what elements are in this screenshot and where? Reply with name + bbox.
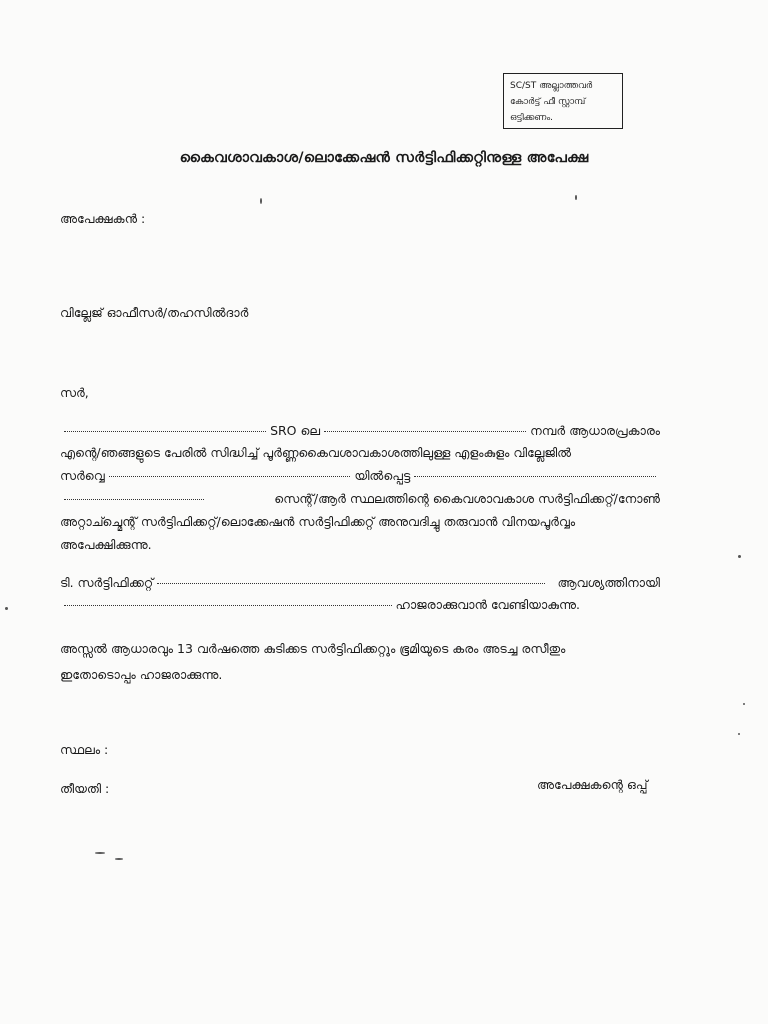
sro-label: SRO ലെ [270,423,321,438]
body-line-5: അറ്റാച്ച്മെന്റ് സർട്ടിഫിക്കറ്റ്/ലൊക്കേഷൻ സർട്ടിഫിക്കറ്റ് അനുവദിച്ചു തരുവാൻ വിനയപൂർവ്വം [60,514,576,529]
body-line-7 [60,575,660,591]
purpose-label: ആവശ്യത്തിനായി [557,575,660,590]
stamp-note-line-2: കോർട്ട് ഫീ സ്റ്റാമ്പ് [510,97,586,107]
addressee: വില്ലേജ് ഓഫീസർ/തഹസിൽദാർ [60,305,249,320]
survey-label: സർവ്വെ [60,468,105,483]
certificate-label: ടി. സർട്ടിഫിക്കറ്റ് [60,575,154,590]
blank-field [324,430,526,432]
scan-speck [738,555,741,558]
blank-field [64,498,204,500]
body-line-1 [60,423,660,439]
blank-field [157,582,545,584]
body-line-9: അസ്സൽ ആധാരവും 13 വർഷത്തെ കുടിക്കട സർട്ടിഫിക്കറ്റും ഭൂമിയുടെ കരം അടച്ച രസീതും [60,641,566,656]
scan-speck [260,198,262,204]
blank-field [414,475,656,477]
scan-speck [115,858,123,860]
certificate-type-text: സെന്റ്/ആർ സ്ഥലത്തിന്റെ കൈവശാവകാശ സർട്ടിഫിക്കറ്റ്/നോൺ [274,491,660,506]
form-title: കൈവശാവകാശ/ലൊക്കേഷൻ സർട്ടിഫിക്കറ്റിനുള്ള അപേക്ഷ [179,150,589,166]
scan-speck [743,703,745,705]
date-label: തീയതി : [60,781,110,796]
blank-field [109,475,351,477]
submission-label: ഹാജരാക്കുവാൻ വേണ്ടിയാകുന്നു. [395,597,580,612]
body-line-8 [60,597,580,613]
body-line-10: ഇതോടൊപ്പം ഹാജരാക്കുന്നു. [60,667,223,682]
deed-number-label: നമ്പർ ആധാരപ്രകാരം [530,423,661,438]
applicant-signature-label: അപേക്ഷകന്റെ ഒപ്പ് [537,777,648,792]
salutation: സർ, [60,385,89,400]
scan-speck [95,852,105,854]
blank-field [64,430,266,432]
stamp-note-line-3: ഒട്ടിക്കണം. [510,113,553,123]
stamp-note-line-1: SC/ST അല്ലാത്തവർ [510,81,593,91]
scan-speck [5,607,8,610]
body-line-6: അപേക്ഷിക്കുന്നു. [60,537,152,552]
body-line-2: എന്റെ/ഞങ്ങളുടെ പേരിൽ സിദ്ധിച്ച് പൂർണ്ണകൈവശാവകാശത്തിലുള്ള എളംകുളം വില്ലേജിൽ [60,445,572,460]
included-label: യിൽപ്പെട്ട [354,468,411,483]
body-line-3 [60,468,660,484]
blank-field [64,604,392,606]
scan-speck [575,195,577,200]
applicant-label: അപേക്ഷകൻ : [60,211,146,226]
body-line-4 [60,491,660,507]
place-label: സ്ഥലം : [60,742,109,757]
court-fee-stamp-box [503,73,623,129]
scan-speck [738,733,740,735]
